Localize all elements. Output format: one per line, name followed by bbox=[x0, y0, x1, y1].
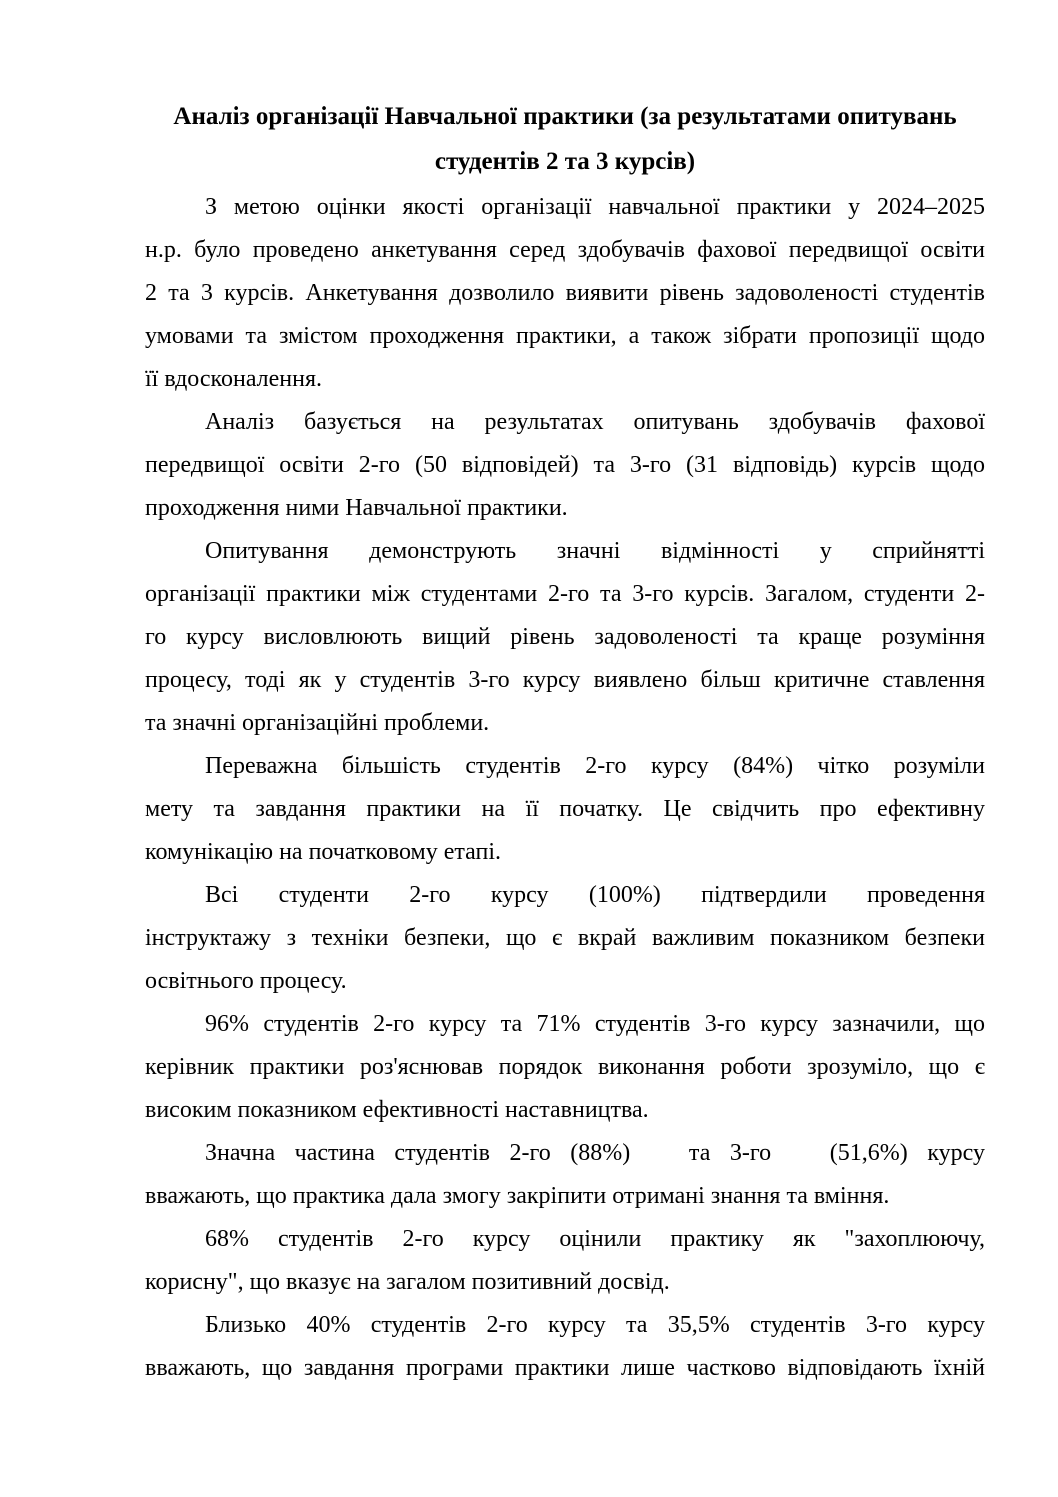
paragraph-line: керівник практики роз'яснював порядок виконання роботи зрозуміло, що є bbox=[145, 1054, 985, 1080]
paragraph-line: Всі студенти 2-го курсу (100%) підтвердили проведення bbox=[205, 882, 985, 908]
paragraph-line: та значні організаційні проблеми. bbox=[145, 710, 490, 736]
paragraph-line: корисну", що вказує на загалом позитивний досвід. bbox=[145, 1269, 670, 1295]
paragraph-line: передвищої освіти 2-го (50 відповідей) та 3-го (31 відповідь) курсів щодо bbox=[145, 452, 985, 478]
paragraph-line: проходження ними Навчальної практики. bbox=[145, 495, 568, 521]
paragraph bbox=[145, 1132, 985, 1218]
paragraph-line: Значна частина студентів 2-го (88%) та 3-го (51,6%) курсу bbox=[205, 1140, 985, 1166]
paragraph bbox=[145, 401, 985, 530]
paragraph bbox=[145, 1304, 985, 1390]
document-title-line-2: студентів 2 та 3 курсів) bbox=[434, 148, 696, 175]
paragraph bbox=[145, 530, 985, 745]
paragraph-line: Близько 40% студентів 2-го курсу та 35,5% студентів 3-го курсу bbox=[205, 1312, 985, 1338]
document-title-line-1: Аналіз організації Навчальної практики (за результатами опитувань bbox=[173, 103, 957, 130]
paragraph-line: 2 та 3 курсів. Анкетування дозволило виявити рівень задоволеності студентів bbox=[145, 280, 985, 306]
paragraph-line: організації практики між студентами 2-го та 3-го курсів. Загалом, студенти 2- bbox=[145, 581, 985, 607]
paragraph-line: 68% студентів 2-го курсу оцінили практику як "захоплюючу, bbox=[205, 1226, 985, 1252]
paragraph-line: го курсу висловлюють вищий рівень задоволеності та краще розуміння bbox=[145, 624, 985, 650]
paragraph-line: 96% студентів 2-го курсу та 71% студентів 3-го курсу зазначили, що bbox=[205, 1011, 985, 1037]
paragraph-line: інструктажу з техніки безпеки, що є вкрай важливим показником безпеки bbox=[145, 925, 985, 951]
paragraph-line: З метою оцінки якості організації навчальної практики у 2024–2025 bbox=[205, 194, 985, 220]
paragraph-line: процесу, тоді як у студентів 3-го курсу виявлено більш критичне ставлення bbox=[145, 667, 985, 693]
paragraph bbox=[145, 874, 985, 1003]
paragraph bbox=[145, 186, 985, 401]
paragraph-line: Переважна більшість студентів 2-го курсу (84%) чітко розуміли bbox=[205, 753, 985, 779]
paragraph-line: високим показником ефективності наставництва. bbox=[145, 1097, 649, 1123]
paragraph bbox=[145, 745, 985, 874]
paragraph-line: освітнього процесу. bbox=[145, 968, 347, 994]
paragraph-line: н.р. було проведено анкетування серед здобувачів фахової передвищої освіти bbox=[145, 237, 985, 263]
paragraph-line: вважають, що практика дала змогу закріпити отримані знання та вміння. bbox=[145, 1183, 890, 1209]
paragraph-line: комунікацію на початковому етапі. bbox=[145, 839, 502, 865]
paragraph-line: умовами та змістом проходження практики, а також зібрати пропозиції щодо bbox=[145, 323, 985, 349]
paragraph-line: її вдосконалення. bbox=[145, 366, 323, 392]
paragraph-line: Аналіз базується на результатах опитувань здобувачів фахової bbox=[205, 409, 985, 435]
paragraph-line: вважають, що завдання програми практики лише частково відповідають їхній bbox=[145, 1355, 985, 1381]
paragraph bbox=[145, 1003, 985, 1132]
document-content bbox=[145, 186, 985, 1390]
paragraph-line: Опитування демонструють значні відмінності у сприйнятті bbox=[205, 538, 985, 564]
paragraph-line: мету та завдання практики на її початку. Це свідчить про ефективну bbox=[145, 796, 985, 822]
paragraph bbox=[145, 1218, 985, 1304]
document-title bbox=[145, 94, 985, 184]
